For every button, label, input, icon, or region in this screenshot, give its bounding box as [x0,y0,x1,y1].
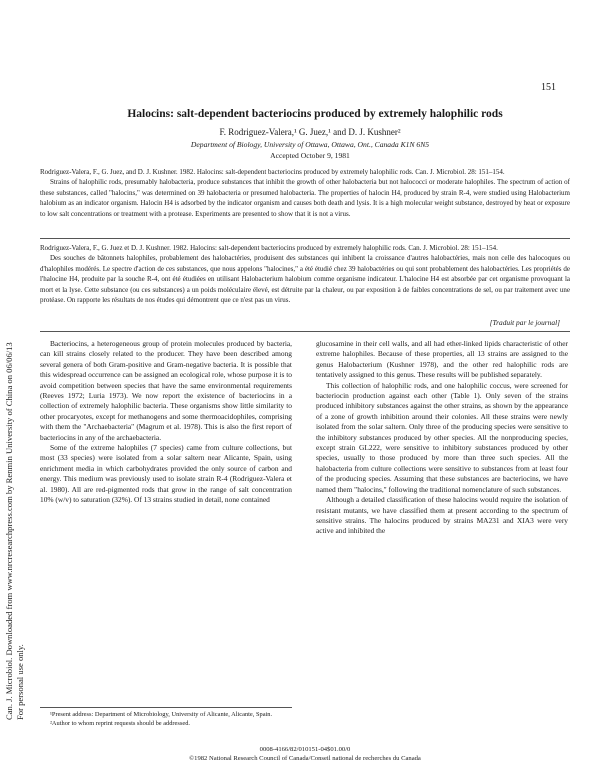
personal-use-notice: For personal use only. [15,644,25,720]
footnote: ¹Present address: Department of Microbiology, University of Alicante, Alicante, Spain. [50,711,273,718]
page-number: 151 [541,82,556,93]
abstract-fr-citation: Rodriguez-Valera, F., G. Juez et D. J. Kushner. 1982. Halocins: salt-dependent bacteriocins produced by extremely halophilic rods. Can. J. Microbiol. 28: 151–154. [40,244,498,252]
divider [40,238,570,239]
download-notice: Can. J. Microbiol. Downloaded from www.nrcresearchpress.com by Renmin University of China on 06/06/13 [4,342,14,720]
page-footer [40,745,570,763]
paragraph: Although a detailed classification of these halocins would require the isolation of resistant mutants, we have classified them at present according to the spectrum of sensitive strains. The halocins produced by strains MA231 and XIA3 were very active and inhibited the [316,495,568,536]
abstract-fr-body: Des souches de bâtonnets halophiles, probablement des halobactéries, produisent des substances qui inhibent la croissance d'autres halobactéries, mais non celle des halocoques ou d'halophiles modérés. Le spectre d'action de ces substances, que nous appelons "halocines," a été étudié chez 39 halobactéries ou qui sont probablement des halobactéries. Les propriétés de l'halocine H4, produite par la souche R-4, ont été étudiées en utilisant Halobacterium halobium comme organisme indicateur. L'halocine H4 est absorbée par cet organisme provoquant la mort et la lyse. Cette substance (ou ces substances) a un poids moléculaire élevé, est détruite par la chaleur, ou par exposition à de faibles concentrations de sel, ou par traitement avec une protéase. On rapporte les résultats de nos études qui démontrent que ce n'est pas un virus. [40,254,570,305]
footnote: ²Author to whom reprint requests should be addressed. [50,719,190,727]
footnotes [40,707,292,728]
accepted-date: Accepted October 9, 1981 [270,151,350,160]
body-left-column [40,339,292,506]
divider [40,331,570,332]
paragraph: Some of the extreme halophiles (7 species) came from culture collections, but most (33 species) were isolated from a solar saltern near Alicante, Spain, using enrichment media in which carbohydrates provided the only source of carbon and energy. This medium was previously used to isolate strain R-4 (Rodriguez-Valera et al. 1980). All are red-pigmented rods that grow in the range of salt concentration 10% (w/v) to saturation (32%). Of 13 strains studied in detail, none contained [40,443,292,505]
paragraph: Bacteriocins, a heterogeneous group of protein molecules produced by bacteria, can kill strains closely related to the producer. They have been described among several genera of both Gram-positive and Gram-negative bacteria. It is possible that this widespread occurrence can be assigned an ecological role, whose purpose it is to avoid competition between species that have the same environmental requirements (Reeves 1972; Luria 1973). We now report the existence of bacteriocins in a collection of extremely halophilic bacteria. These organisms show little similarity to other procaryotes, except for methanogens and some thermoacidophiles, comprising with them the "Archaebacteria" (Magrum et al. 1978). This is also the first report of bacteriocins in any of the archaebacteria. [40,339,292,442]
article-title: Halocins: salt-dependent bacteriocins produced by extremely halophilic rods [127,108,503,120]
article-code: 0008-4166/82/010151-04$01.00/0 [259,746,351,753]
copyright: ©1982 National Research Council of Canada/Conseil national de recherches du Canada [189,755,421,762]
body-right-column [316,339,568,537]
abstract-en-body: Strains of halophilic rods, presumably halobacteria, produce substances that inhibit the growth of other halobacteria but not halococci or moderate halophiles. The spectrum of action of these substances, called "halocins," was determined on 39 halobacteria or presumed halobacteria. The properties of halocin H4, produced by strain R-4, were studied using Halobacterium halobium as an indicator organism. Halocin H4 is adsorbed by the indicator organism and causes both death and lysis. It is a high molecular weight substance, destroyed by heat or exposure to low salt concentrations or treatment with a protease. Experiments are presented to show that it is not a virus. [40,178,570,218]
authors: F. Rodriguez-Valera,¹ G. Juez,¹ and D. J. Kushner² [219,127,401,137]
abstract-en-citation: Rodriguez-Valera, F., G. Juez, and D. J. Kushner. 1982. Halocins: salt-dependent bacteriocins produced by extremely halophilic rods. Can. J. Microbiol. 28: 151–154. [40,168,505,176]
download-sidebar [4,100,36,720]
paragraph: glucosamine in their cell walls, and all had ether-linked lipids characteristic of other extreme halophiles. Because of these properties, all 13 strains are assigned to the genus Halobacterium (Kushner 1978), and the other red halophilic rods are tentatively assigned to this genus. These results will be published separately. [316,339,568,380]
affiliation: Department of Biology, University of Ottawa, Ottawa, Ont., Canada K1N 6N5 [190,140,430,149]
abstract-french [40,243,570,305]
paragraph: This collection of halophilic rods, and one halophilic coccus, were screened for bacteriocin production against each other (Table 1). Only seven of the strains produced inhibitory substances against the other strains, as shown by the appearance of a zone of growth inhibition around their colonies. All these strains were newly isolated from the solar saltern. Only three of the producing species were sensitive to the inhibitory substances produced by other species. All the nonproducing species, except strain GL222, were sensitive to inhibitory substances produced by other species, usually to those produced by more than three such species. All the halobacteria from culture collections were sensitive to substances from at least four of the producing species. Assuming that these substances are bacteriocins, we have named them "halocins," following the traditional nomenclature of such substances. [316,380,568,494]
abstract-english [40,167,570,219]
translation-note: [Traduit par le journal] [489,318,560,327]
